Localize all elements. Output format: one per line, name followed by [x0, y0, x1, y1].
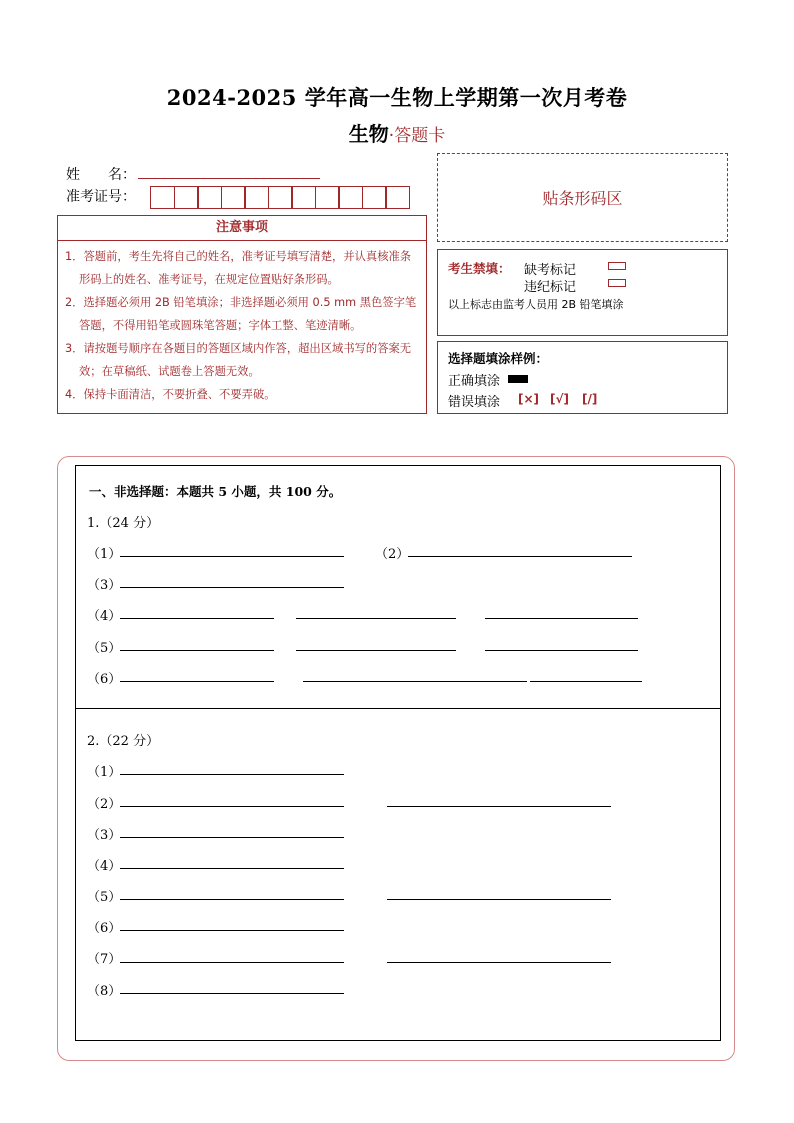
q1-part-2-answer-line[interactable]: [408, 556, 632, 557]
q1-part-6-answer-line-1[interactable]: [120, 681, 274, 682]
q2-part-5-label: （5）: [87, 890, 122, 905]
forbidden-label: 考生禁填：: [448, 261, 511, 276]
q1-part-4-label: （4）: [87, 609, 122, 624]
q1-part-4-answer-line-2[interactable]: [296, 618, 456, 619]
question-1-title: 1.（24 分）: [87, 516, 160, 531]
q2-part-3-label: （3）: [87, 828, 122, 843]
q2-part-2-answer-line-1[interactable]: [120, 806, 344, 807]
exam-id-box[interactable]: [338, 186, 363, 209]
violation-mark-box[interactable]: [608, 279, 626, 287]
exam-id-box[interactable]: [221, 186, 246, 209]
q2-part-4-answer-line[interactable]: [120, 868, 344, 869]
q1-part-5-answer-line-1[interactable]: [120, 650, 274, 651]
examiner-only-box: [437, 249, 728, 336]
exam-id-box[interactable]: [291, 186, 316, 209]
q2-part-5-answer-line-1[interactable]: [120, 899, 344, 900]
q1-part-5-answer-line-2[interactable]: [296, 650, 456, 651]
barcode-area: [437, 153, 728, 242]
wrong-fill-sample-1: [×]: [518, 392, 540, 406]
q1-part-4-answer-line-3[interactable]: [485, 618, 638, 619]
absent-label: 缺考标记: [524, 263, 577, 278]
q1-part-6-answer-line-3[interactable]: [530, 681, 642, 682]
exam-id-box[interactable]: [150, 186, 175, 209]
notice-item-4: 4．保持卡面清洁，不要折叠、不要弄破。: [65, 388, 276, 401]
notice-item-3: 3．请按题号顺序在各题目的答题区域内作答，超出区域书写的答案无效；在草稿纸、试题卷上答题无效。: [65, 342, 412, 378]
q2-part-1-label: （1）: [87, 765, 122, 780]
name-field[interactable]: [138, 178, 320, 179]
subtitle-separator: ·: [388, 126, 395, 146]
exam-id-box[interactable]: [385, 186, 410, 209]
card-type-label: 答题卡: [394, 126, 446, 146]
q1-part-1-label: （1）: [87, 547, 122, 562]
q1-part-5-label: （5）: [87, 641, 122, 656]
q2-part-6-label: （6）: [87, 921, 122, 936]
q2-part-2-answer-line-2[interactable]: [387, 806, 611, 807]
wrong-fill-label: 错误填涂: [448, 395, 501, 410]
correct-fill-label: 正确填涂: [448, 374, 501, 389]
page-subtitle: [0, 118, 794, 147]
notice-box: [57, 215, 427, 414]
q2-part-6-answer-line[interactable]: [120, 930, 344, 931]
wrong-fill-sample-3: [/]: [582, 392, 598, 406]
q1-part-3-label: （3）: [87, 578, 122, 593]
exam-id-box[interactable]: [197, 186, 222, 209]
q2-part-7-answer-line-1[interactable]: [120, 962, 344, 963]
violation-label: 违纪标记: [524, 280, 577, 295]
notice-list: [58, 241, 426, 406]
q2-part-7-label: （7）: [87, 952, 122, 967]
correct-fill-sample: [508, 375, 528, 383]
notice-heading: 注意事项: [58, 216, 426, 241]
exam-id-label: 准考证号：: [66, 189, 136, 205]
q2-part-8-label: （8）: [87, 984, 122, 999]
q1-part-6-answer-line-2[interactable]: [303, 681, 527, 682]
q2-part-7-answer-line-2[interactable]: [387, 962, 611, 963]
q1-part-6-label: （6）: [87, 672, 122, 687]
notice-item-1: 1．答题前，考生先将自己的姓名，准考证号填写清楚，并认真核准条形码上的姓名、准考证号，在规定位置贴好条形码。: [65, 250, 412, 286]
subject-label: 生物: [348, 122, 389, 146]
exam-id-box[interactable]: [362, 186, 387, 209]
question-divider: [75, 708, 721, 709]
absent-mark-box[interactable]: [608, 262, 626, 270]
barcode-label: 贴条形码区: [542, 189, 623, 208]
forbidden-note: 以上标志由监考人员用 2B 铅笔填涂: [448, 298, 624, 311]
fill-example-heading: 选择题填涂样例：: [448, 351, 549, 366]
q2-part-2-label: （2）: [87, 797, 122, 812]
q1-part-2-label: （2）: [375, 547, 410, 562]
exam-id-box[interactable]: [315, 186, 340, 209]
q2-part-1-answer-line[interactable]: [120, 774, 344, 775]
name-label: 姓 名：: [66, 167, 136, 183]
section-heading: 一、非选择题：本题共 5 小题，共 100 分。: [89, 484, 342, 499]
q1-part-4-answer-line-1[interactable]: [120, 618, 274, 619]
q1-part-1-answer-line[interactable]: [120, 556, 344, 557]
exam-id-box[interactable]: [244, 186, 269, 209]
q2-part-3-answer-line[interactable]: [120, 837, 344, 838]
exam-id-box[interactable]: [174, 186, 199, 209]
fill-example-box: [437, 341, 728, 414]
notice-item-2: 2．选择题必须用 2B 铅笔填涂；非选择题必须用 0.5 mm 黑色签字笔答题，不得用铅笔或圆珠笔答题；字体工整、笔迹清晰。: [65, 296, 417, 332]
q1-part-5-answer-line-3[interactable]: [485, 650, 638, 651]
q1-part-3-answer-line[interactable]: [120, 587, 344, 588]
q2-part-4-label: （4）: [87, 859, 122, 874]
q2-part-5-answer-line-2[interactable]: [387, 899, 611, 900]
q2-part-8-answer-line[interactable]: [120, 993, 344, 994]
exam-id-boxes[interactable]: [150, 186, 409, 209]
wrong-fill-sample-2: [√]: [550, 392, 569, 406]
page-title: 2024-2025 学年高一生物上学期第一次月考卷: [166, 85, 628, 110]
question-2-title: 2.（22 分）: [87, 734, 160, 749]
exam-id-box[interactable]: [268, 186, 293, 209]
